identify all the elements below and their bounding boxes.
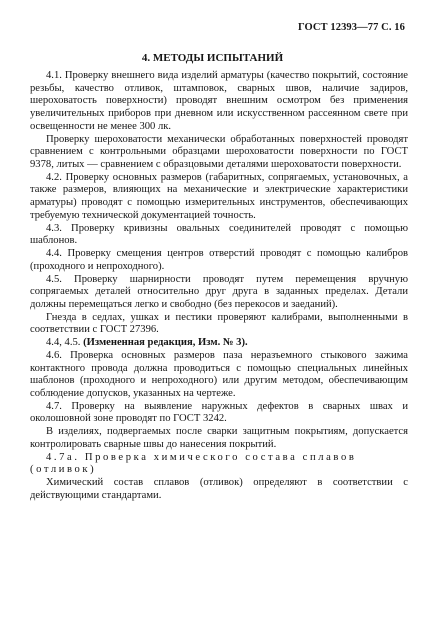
paragraph-sockets: Гнезда в седлах, ушках и пестики проверяют калибрами, выполненными в соответствии с ГОСТ 27396. <box>30 311 408 336</box>
paragraph-coatings: В изделиях, подвергаемых после сварки защитным покрытиям, допускается контролировать сварные швы до нанесения покрытий. <box>30 426 408 450</box>
amendment-text: (Измененная редакция, Изм. № 3). <box>83 337 248 349</box>
paragraph-4-5: 4.5. Проверку шарнирности проводят путем перемещения вручную сопрягаемых деталей относительно друг друга в заданных пределах. Детали должны перемещаться легко и свободно (без перекосов и заеданий). <box>30 273 408 310</box>
amendment-ref: 4.4, 4.5. <box>46 337 84 349</box>
paragraph-4-2: 4.2. Проверку основных размеров (габаритных, сопрягаемых, установочных, а также размеров, влияющих на механические и электрические характеристики арматуры) проводят с помощью измерительных инструментов, обеспечивающих требуемую технической документацией точность. <box>30 171 408 221</box>
paragraph-4-7: 4.7. Проверку на выявление наружных дефектов в сварных швах и околошовной зоне проводят по ГОСТ 3242. <box>30 400 408 425</box>
page-header: ГОСТ 12393—77 С. 16 <box>297 22 405 33</box>
amendment-note <box>30 337 408 350</box>
paragraph-4-4: 4.4. Проверку смещения центров отверстий проводят с помощью калибров (проходного и непроходного). <box>30 248 408 272</box>
paragraph-4-3: 4.3. Проверку кривизны овальных соединителей проводят с помощью шаблонов. <box>30 222 408 247</box>
paragraph-roughness: Проверку шероховатости механически обработанных поверхностей проводят сравнением с контрольными образцами шероховатости поверхности по ГОСТ 9378, литых — сравнением с образцовыми деталями шероховатости поверхности. <box>30 133 408 171</box>
paragraph-4-1: 4.1. Проверку внешнего вида изделий арматуры (качество покрытий, состояние резьбы, качество отливок, штамповок, сварных швов, наличие задиров, шероховатость поверхности) проводят внешним осмотром без применения увеличительных приборов при дневном или искусственном рассеянном свете при освещенности не менее 300 лк. <box>30 70 408 132</box>
paragraph-chemical: Химический состав сплавов (отливок) определяют в соответствии с действующими стандартами. <box>30 477 408 501</box>
document-body <box>30 70 408 502</box>
paragraph-4-7a: 4.7а. Проверка химического состава сплавов (отливок) <box>30 451 357 476</box>
paragraph-4-6: 4.6. Проверка основных размеров паза неразъемного стыкового зажима контактного провода должна проводиться с помощью специальных линейных шаблонов (проходного и непроходного) или другим методом, обеспечивающим соблюдение допусков, указанных на чертеже. <box>30 349 408 399</box>
section-title: 4. МЕТОДЫ ИСПЫТАНИЙ <box>141 52 284 64</box>
